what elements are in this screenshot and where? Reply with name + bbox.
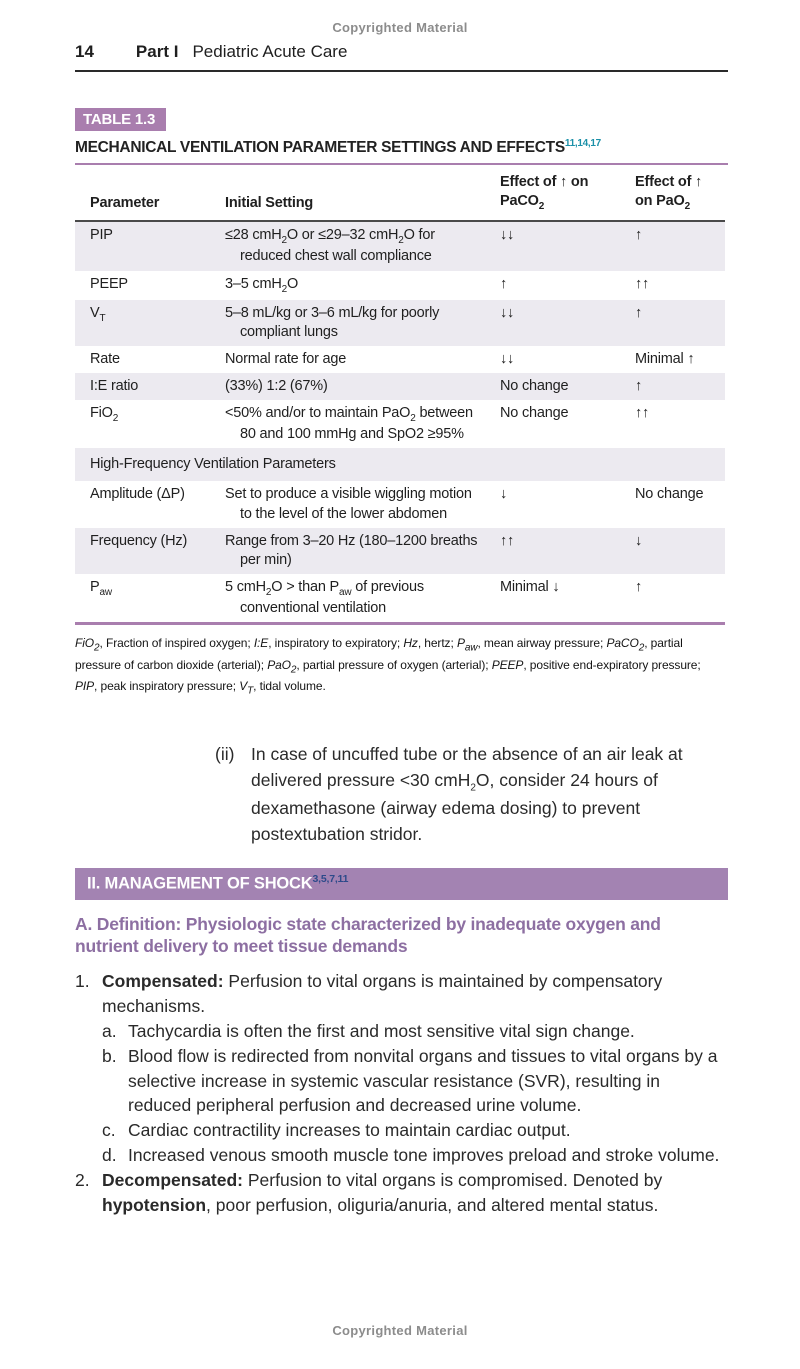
list-item-decompensated (75, 1168, 728, 1218)
sub-item-text: Increased venous smooth muscle tone improves preload and stroke volume. (128, 1145, 720, 1166)
definition-subheading: A. Definition: Physiologic state characterized by inadequate oxygen and nutrient delivery to meet tissue demands (75, 913, 661, 957)
paco2-effect-cell: No change (500, 405, 569, 422)
parameter-cell: PEEP (90, 275, 128, 292)
setting-cell: 3–5 cmH$_2$O (225, 275, 299, 295)
sub-item-letter: d. (102, 1145, 117, 1166)
table-title (75, 138, 728, 157)
table-header-row (75, 165, 725, 221)
pao2-effect-cell: ↑ (635, 578, 643, 595)
parameter-cell: Amplitude (ΔP) (90, 486, 185, 503)
paco2-effect-cell: No change (500, 378, 569, 395)
setting-cell: Set to produce a visible wiggling motion to the level of the lower abdomen (225, 486, 472, 522)
sub-item-text: Blood flow is redirected from nonvital organs and tissues to vital organs by a selective increase in systemic vascular resistance (SVR), resulting in reduced peripheral perfusion and decreased urine volume. (128, 1045, 718, 1116)
list-item-text: Decompensated: Perfusion to vital organs is compromised. Denoted by hypotension, poor perfusion, oliguria/anuria, and altered mental status. (102, 1169, 663, 1215)
paco2-effect-cell: ↓↓ (500, 304, 515, 321)
table-row-ie-ratio (75, 373, 725, 400)
section-heading-references: 3,5,7,11 (312, 872, 349, 885)
list-item-number: 2. (75, 1169, 90, 1190)
list-item-compensated (75, 969, 728, 1019)
setting-cell: <50% and/or to maintain PaO$_2$ between 80 and 100 mmHg and SpO2 ≥95% (225, 405, 473, 443)
page-header (75, 42, 728, 72)
setting-cell: (33%) 1:2 (67%) (225, 378, 328, 395)
table-row-pip (75, 221, 725, 270)
section-header-cell: High-Frequency Ventilation Parameters (90, 456, 336, 473)
pao2-effect-cell: ↑ (635, 304, 643, 321)
sub-item-letter: b. (102, 1045, 117, 1066)
page-number: 14 (75, 42, 94, 61)
copyright-bottom: Copyrighted Material (332, 1323, 468, 1338)
paco2-effect-cell: ↓↓ (500, 227, 515, 244)
pao2-effect-cell: No change (635, 486, 704, 503)
setting-cell: Normal rate for age (225, 350, 347, 367)
parameter-cell: FiO$_2$ (90, 405, 119, 425)
table-row-frequency (75, 528, 725, 574)
parameter-cell: I:E ratio (90, 378, 139, 395)
sub-item-b (102, 1044, 728, 1119)
col-header-parameter: Parameter (75, 165, 210, 221)
table-row-fio2 (75, 400, 725, 448)
sub-item-a (102, 1019, 728, 1044)
paco2-effect-cell: Minimal ↓ (500, 578, 560, 595)
ventilation-parameters-table (75, 165, 725, 625)
shock-list (75, 969, 728, 1217)
table-title-references: 11,14,17 (564, 138, 601, 149)
col-header-initial-setting: Initial Setting (210, 165, 485, 221)
section-heading-management-of-shock (75, 868, 728, 900)
pao2-effect-cell: ↓ (635, 532, 643, 549)
col-header-effect-pao2: Effect of ↑ on PaO$_2$ (620, 165, 725, 221)
table-section-row-hfv (75, 448, 725, 481)
paco2-effect-cell: ↑↑ (500, 532, 515, 549)
table-title-text: MECHANICAL VENTILATION PARAMETER SETTINGS AND EFFECTS (75, 139, 565, 157)
sub-item-letter: a. (102, 1020, 117, 1041)
section-heading-text: II. MANAGEMENT OF SHOCK (87, 874, 313, 893)
table-row-amplitude (75, 481, 725, 527)
setting-cell: 5 cmH$_2$O > than $P_{aw}$ of previous conventional ventilation (225, 578, 424, 617)
table-footnote: FiO$_2$, Fraction of inspired oxygen; I:E, inspiratory to expiratory; Hz, hertz; $P_{aw}$, mean airway pressure; PaCO$_2$, partial pressure of carbon dioxide (arterial); PaO$_2$, partial pressure of oxygen (arterial); PEEP, positive end-expiratory pressure; PIP, peak inspiratory pressure; $V_T$, tidal volume. (75, 636, 701, 697)
setting-cell: Range from 3–20 Hz (180–1200 breaths per min) (225, 532, 478, 568)
pao2-effect-cell: ↑↑ (635, 275, 650, 292)
list-item-number: 1. (75, 971, 90, 992)
sub-item-text: Tachycardia is often the first and most sensitive vital sign change. (128, 1020, 635, 1041)
table-row-vt (75, 300, 725, 346)
table-number-badge: TABLE 1.3 (75, 108, 166, 131)
part-title: Pediatric Acute Care (192, 42, 348, 61)
paco2-effect-cell: ↓↓ (500, 350, 515, 367)
page-content (75, 42, 728, 1218)
table-row-paw (75, 574, 725, 624)
sub-item-letter: c. (102, 1120, 116, 1141)
copyright-top: Copyrighted Material (332, 20, 468, 35)
paragraph-ii-text: In case of uncuffed tube or the absence of an air leak at delivered pressure <30 cmH$_2$O, consider 24 hours of dexamethasone (airway edema dosing) to prevent postextubation stridor. (251, 744, 683, 844)
col-header-effect-paco2: Effect of ↑ on PaCO$_2$ (485, 165, 620, 221)
parameter-cell: $V_T$ (90, 304, 106, 324)
part-label: Part I (135, 42, 179, 61)
table-row-rate (75, 346, 725, 373)
table-row-peep (75, 271, 725, 300)
pao2-effect-cell: ↑ (635, 378, 643, 395)
paragraph-ii-marker: (ii) (215, 744, 235, 765)
sub-item-c (102, 1118, 728, 1143)
sub-item-d (102, 1143, 728, 1168)
parameter-cell: PIP (90, 227, 113, 244)
setting-cell: 5–8 mL/kg or 3–6 mL/kg for poorly compliant lungs (225, 304, 440, 340)
paco2-effect-cell: ↓ (500, 486, 508, 503)
parameter-cell: $P_{aw}$ (90, 578, 112, 598)
pao2-effect-cell: Minimal ↑ (635, 350, 695, 367)
sub-item-text: Cardiac contractility increases to maintain cardiac output. (128, 1120, 571, 1141)
setting-cell: ≤28 cmH$_2$O or ≤29–32 cmH$_2$O for reduced chest wall compliance (225, 227, 435, 265)
pao2-effect-cell: ↑ (635, 227, 643, 244)
paragraph-ii (215, 742, 715, 847)
list-item-text: Compensated: Perfusion to vital organs is maintained by compensatory mechanisms. (102, 971, 663, 1017)
paco2-effect-cell: ↑ (500, 275, 508, 292)
parameter-cell: Frequency (Hz) (90, 532, 188, 549)
pao2-effect-cell: ↑↑ (635, 405, 650, 422)
parameter-cell: Rate (90, 350, 120, 367)
compensated-sublist (102, 1019, 728, 1168)
